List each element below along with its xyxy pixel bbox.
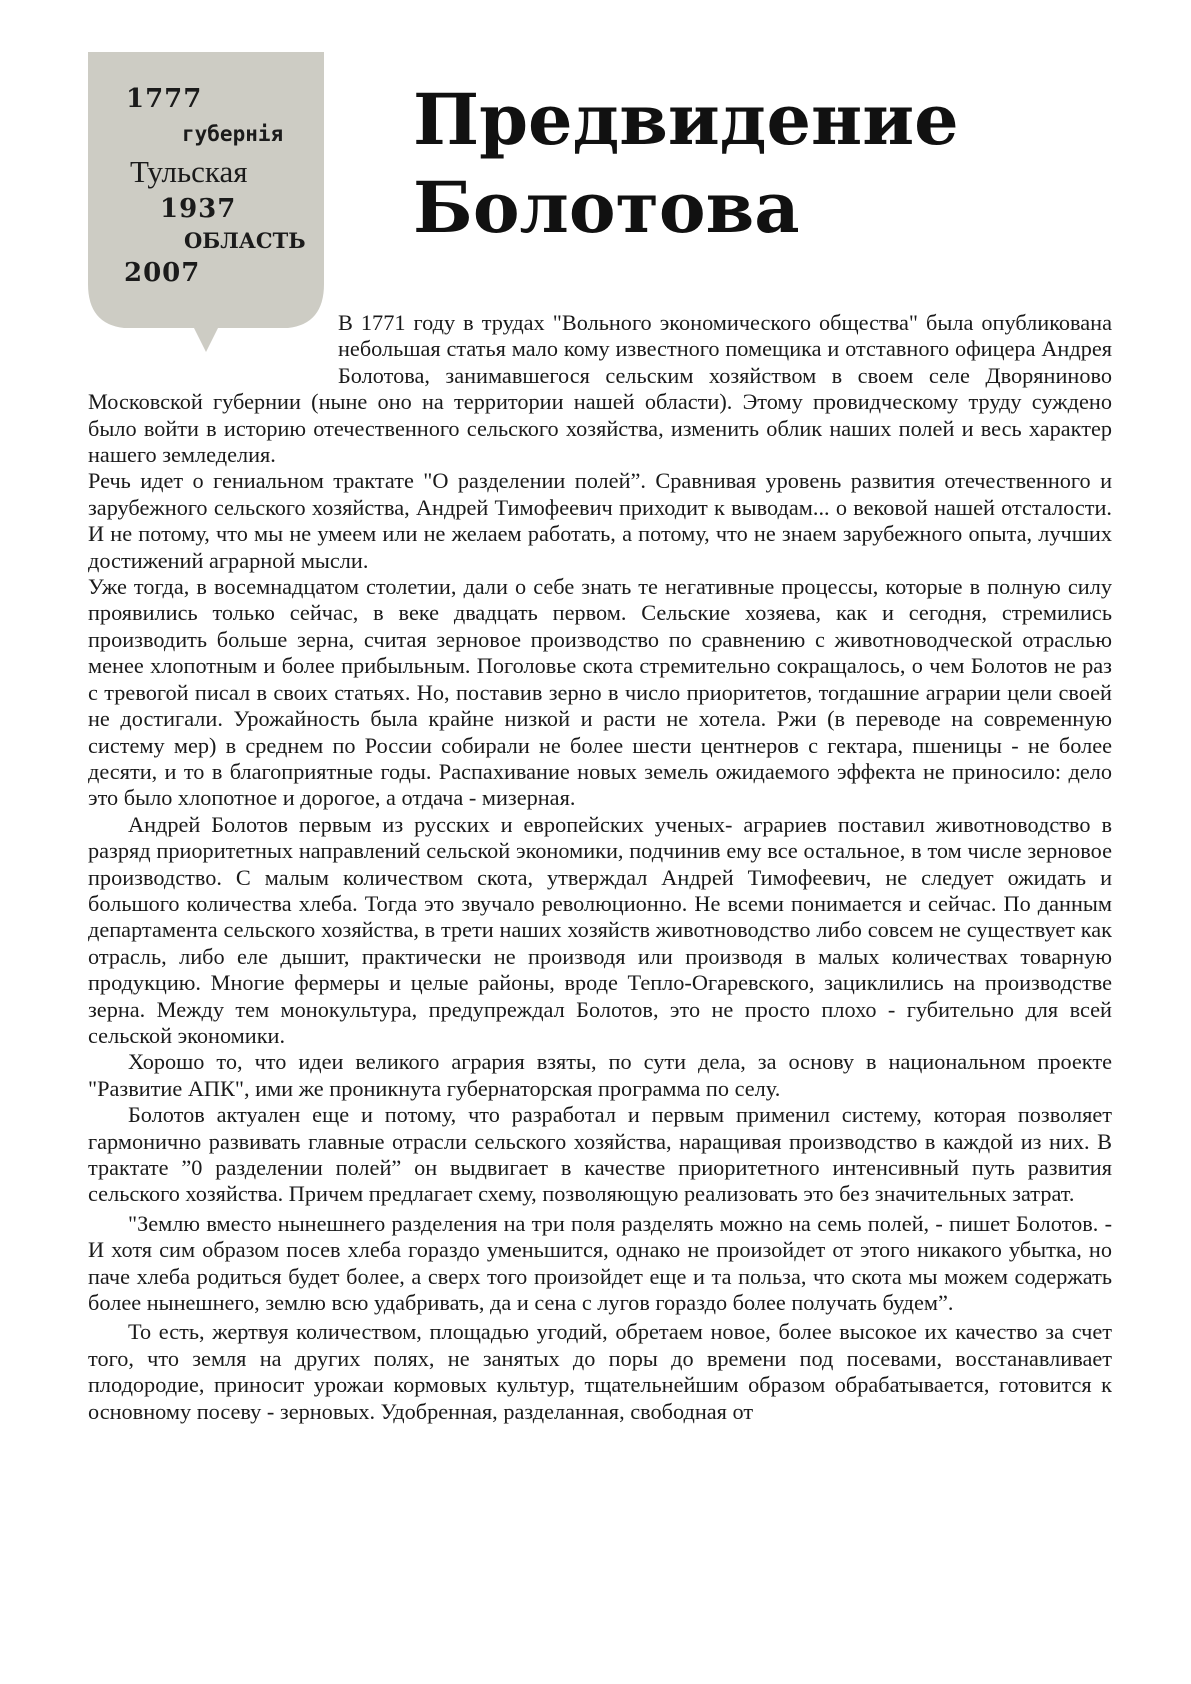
paragraph-6: Болотов актуален еще и потому, что разработал и первым применил систему, которая позволяет гармонично развивать главные отрасли сельского хозяйства, наращивая производство в каждой из них. В трактате ”0 разделении полей” он выдвигает в качестве приоритетного интенсивный путь развития сельского хозяйства. Причем предлагает схему, позволяющую реализовать это без значительных затрат. xyxy=(88,1102,1112,1207)
badge-wrap-spacer xyxy=(88,310,338,364)
article-title xyxy=(413,76,959,252)
badge-year-2007: 2007 xyxy=(124,258,201,288)
badge-oblast-label: ОБЛАСТЬ xyxy=(184,228,306,253)
paragraph-3: Уже тогда, в восемнадцатом столетии, дали о себе знать те негативные процессы, которые в полную силу проявились только сейчас, в веке двадцать первом. Сельские хозяева, как и сегодня, стремились производить больше зерна, считая зерновое производство по сравнению с животноводческой отраслью менее хлопотным и более прибыльным. Поголовье скота стремительно сокращалось, о чем Болотов не раз с тревогой писал в своих статьях. Но, поставив зерно в число приоритетов, тогдашние аграрии цели своей не достигали. Урожайность была крайне низкой и расти не хотела. Ржи (в переводе на современную систему мер) в среднем по России собирали не более шести центнеров с гектара, пшеницы - не более десяти, и то в благоприятные годы. Распахивание новых земель ожидаемого эффекта не приносило: дело это было хлопотное и дорогое, а отдача - мизерная. xyxy=(88,574,1112,811)
paragraph-8: То есть, жертвуя количеством, площадью угодий, обретаем новое, более высокое их качество за счет того, что земля на других полях, не занятых до поры до времени под посевами, восстанавливает плодородие, приносит урожаи кормовых культур, тщательнейшим образом обрабатывается, готовится к основному посеву - зерновых. Удобренная, разделанная, свободная от xyxy=(88,1319,1112,1424)
paragraph-5: Хорошо то, что идеи великого агрария взяты, по сути дела, за основу в национальном проекте "Развитие АПК", ими же проникнута губернаторская программа по селу. xyxy=(88,1049,1112,1101)
paragraph-1: В 1771 году в трудах "Вольного экономического общества" была опубликована небольшая статья мало кому известного помещика и отставного офицера Андрея Болотова, занимавшегося сельским хозяйством в своем селе Дворяниново Московской губернии (ныне оно на территории нашей области). Этому провидческому труду суждено было войти в историю отечественного сельского хозяйства, изменить облик наших полей и весь характер нашего земледелия. xyxy=(88,310,1112,468)
badge-region-name: Тульская xyxy=(130,154,248,189)
article-body xyxy=(88,310,1112,1425)
badge-guberniya-label: губернія xyxy=(182,122,284,146)
badge-year-1777: 1777 xyxy=(126,84,203,114)
paragraph-4: Андрей Болотов первым из русских и европейских ученых- аграриев поставил животноводство в разряд приоритетных направлений сельской экономики, подчинив ему все остальное, в том числе зерновое производство. С малым количеством скота, утверждал Андрей Тимофеевич, не следует ожидать и большого количества хлеба. Тогда это звучало революционно. Не всеми понимается и сейчас. По данным департамента сельского хозяйства, в трети наших хозяйств животноводство либо совсем не существует как отрасль, либо еле дышит, практически не производя или производя в малых количествах товарную продукцию. Многие фермеры и целые районы, вроде Тепло-Огаревского, зациклились на производстве зерна. Между тем монокультура, предупреждал Болотов, это не просто плохо - губительно для всей сельской экономики. xyxy=(88,811,1112,1048)
paragraph-2: Речь идет о гениальном трактате "О разделении полей”. Сравнивая уровень развития отечественного и зарубежного сельского хозяйства, Андрей Тимофеевич приходит к выводам... о вековой нашей отсталости. И не потому, что мы не умеем или не желаем работать, а потому, что не знаем зарубежного опыта, лучших достижений аграрной мысли. xyxy=(88,468,1112,573)
title-line-2: Болотова xyxy=(413,166,800,249)
region-emblem-badge xyxy=(88,52,324,352)
title-line-1: Предвидение xyxy=(413,78,959,161)
paragraph-7-quote: "Землю вместо нынешнего разделения на три поля разделять можно на семь полей, - пишет Болотов. - И хотя сим образом посев хлеба гораздо уменьшится, однако не произойдет от этого никакого убытка, но паче хлеба родиться будет более, а сверх того произойдет еще и та польза, что скота мы можем содержать более нынешнего, землю всю удабривать, да и сена с лугов гораздо более получать будем”. xyxy=(88,1210,1112,1316)
badge-year-1937: 1937 xyxy=(160,194,237,224)
